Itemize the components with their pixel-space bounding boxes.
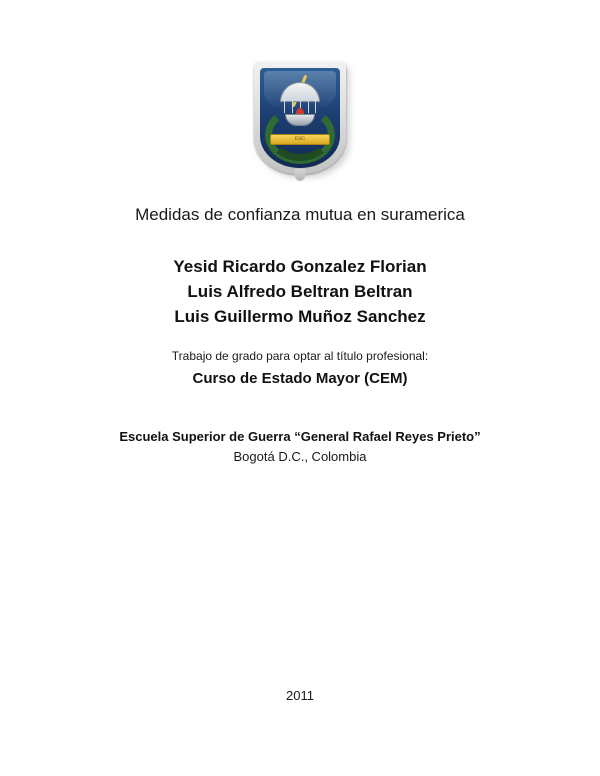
escuela-superior-de-guerra-crest-icon <box>254 62 346 180</box>
degree-name: Curso de Estado Mayor (CEM) <box>192 370 408 387</box>
publication-year: 2011 <box>286 688 314 703</box>
degree-note: Trabajo de grado para optar al título profesional: <box>171 349 429 363</box>
crest-banner-text: ESG <box>294 137 306 142</box>
crest-container <box>0 62 600 180</box>
crest-banner <box>270 134 330 145</box>
author-name: Luis Guillermo Muñoz Sanchez <box>174 307 426 326</box>
author-list <box>0 254 600 329</box>
author-name: Luis Alfredo Beltran Beltran <box>187 282 413 301</box>
degree-block <box>0 347 600 390</box>
shield-tip <box>295 169 305 181</box>
city-name: Bogotá D.C., Colombia <box>233 449 367 464</box>
author-name: Yesid Ricardo Gonzalez Florian <box>173 257 427 276</box>
institution-name: Escuela Superior de Guerra “General Rafael Reyes Prieto” <box>119 429 481 444</box>
institution-block <box>0 427 600 467</box>
page-title: Medidas de confianza mutua en suramerica <box>135 205 465 224</box>
